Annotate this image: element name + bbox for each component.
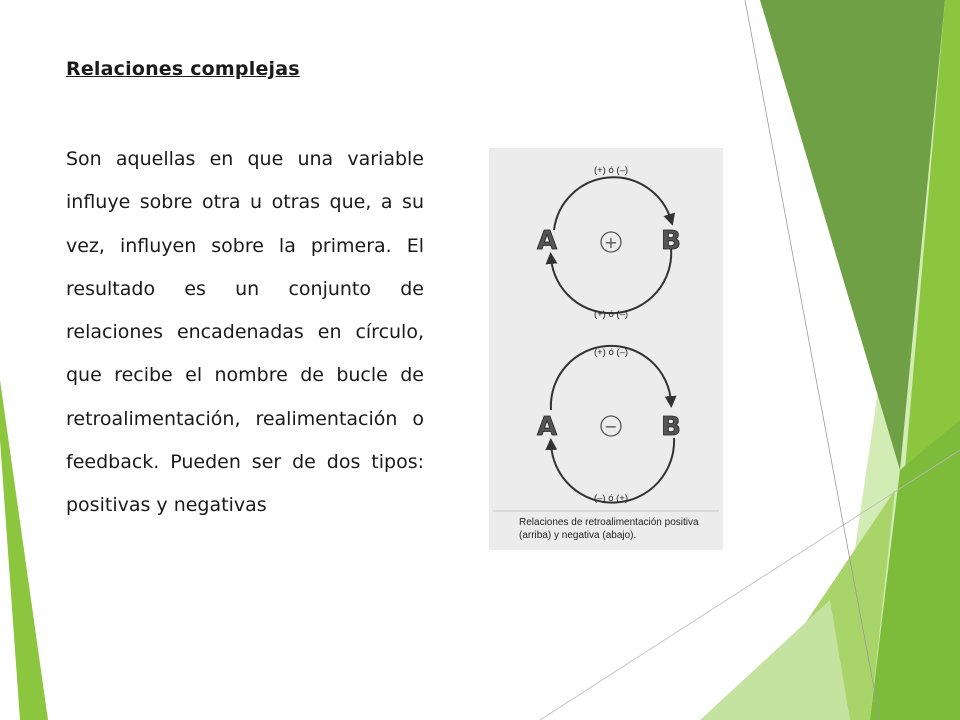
bottom-loop-node-a: A bbox=[536, 412, 558, 442]
bottom-loop-bottom-label: (–) ó (+) bbox=[593, 493, 629, 504]
top-loop-top-label: (+) ó (–) bbox=[593, 165, 629, 176]
slide-title: Relaciones complejas bbox=[66, 58, 300, 80]
feedback-loop-figure bbox=[489, 148, 723, 550]
top-loop-lower-arc bbox=[551, 248, 671, 313]
figure-caption: Relaciones de retroalimentación positiva (arriba) y negativa (abajo). bbox=[519, 517, 699, 541]
top-loop-sign: + bbox=[604, 233, 618, 252]
top-loop-upper-arc bbox=[554, 177, 671, 230]
bottom-loop-sign: − bbox=[604, 417, 618, 436]
top-loop-node-b: B bbox=[661, 226, 681, 256]
top-loop-bottom-label: (+) ó (–) bbox=[593, 309, 629, 320]
bottom-loop-node-b: B bbox=[661, 412, 681, 442]
bottom-loop-top-label: (+) ó (–) bbox=[593, 347, 629, 358]
green-shape-bottom-3 bbox=[700, 600, 850, 720]
green-shape-left bbox=[0, 380, 48, 720]
slide-body-text: Son aquellas en que una variable influye sobre otra u otras que, a su vez, influyen sobre la primera. El resultado es un conjunto de relaciones encadenadas en círculo, que recibe el nombre de bucle de retroalimentación, realimentación o feedback. Pueden ser de dos tipos: positivas y negativas bbox=[66, 148, 424, 517]
feedback-loop-diagram bbox=[489, 148, 723, 550]
top-loop-node-a: A bbox=[536, 226, 558, 256]
